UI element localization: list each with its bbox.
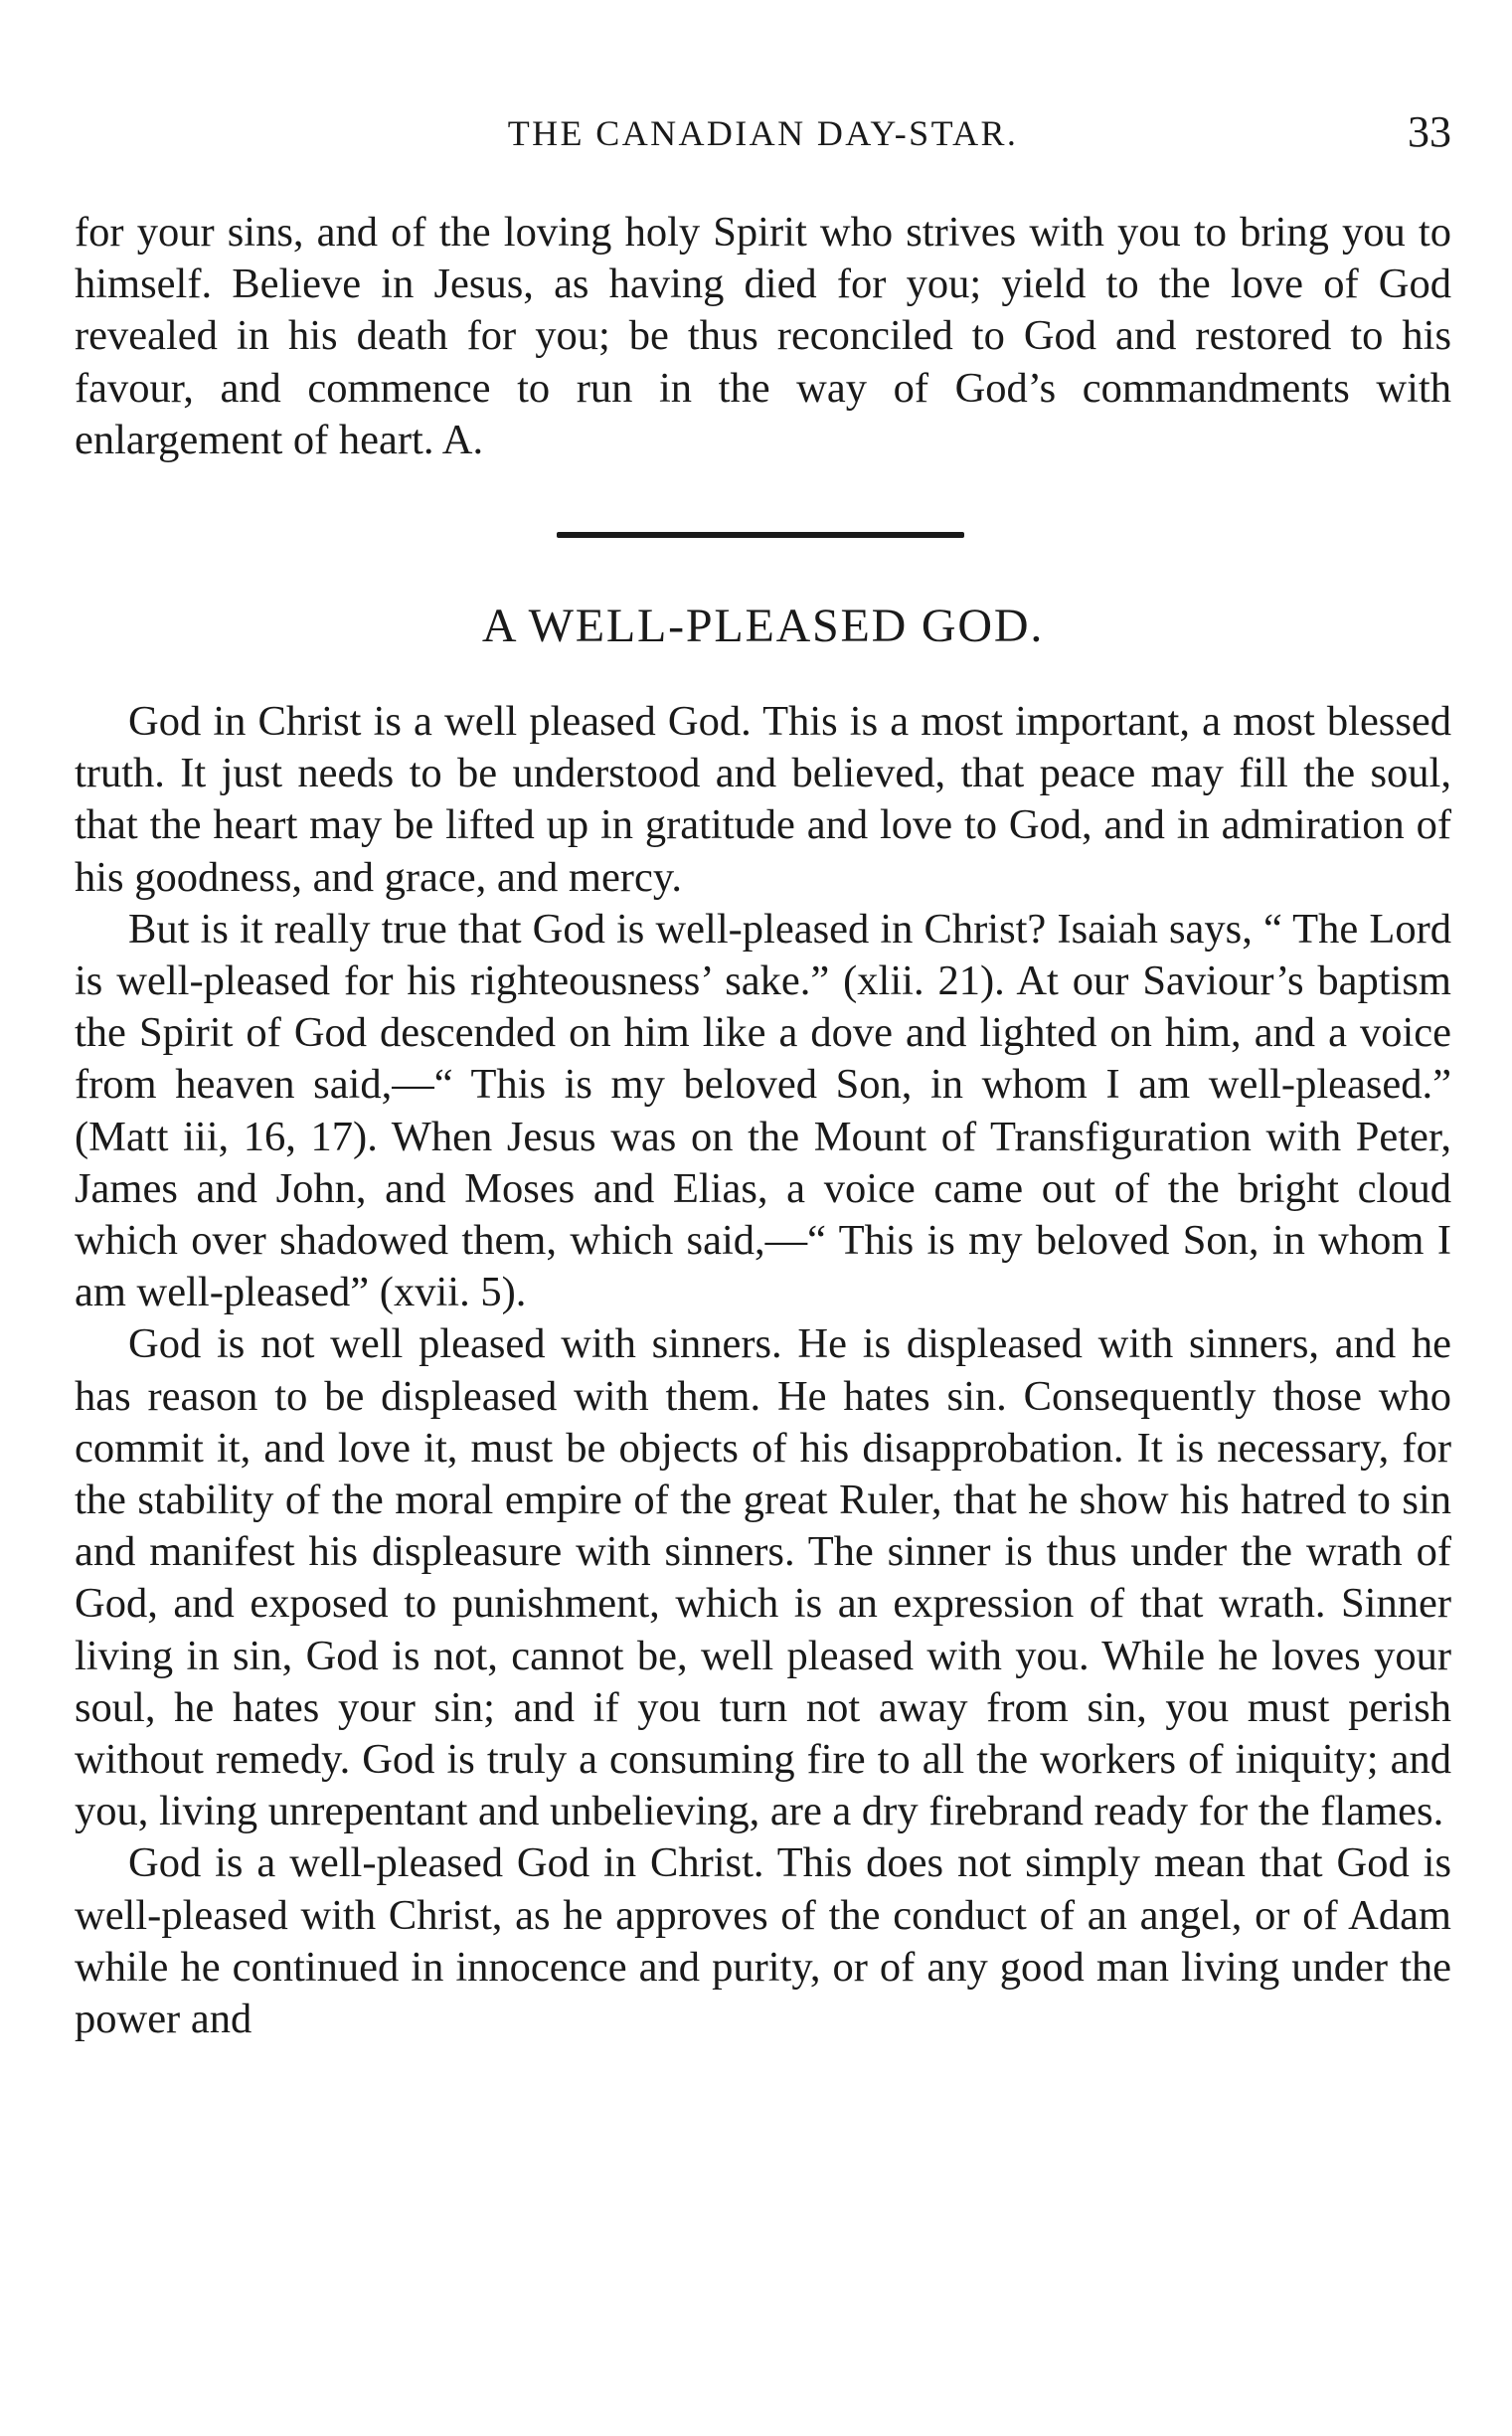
- running-title: THE CANADIAN DAY-STAR.: [507, 113, 1019, 153]
- article-body: [75, 696, 1451, 2045]
- page-number: 33: [1408, 107, 1451, 156]
- article-paragraph-4: God is a well-pleased God in Christ. This does not simply mean that God is well-pleased with Christ, as he approves of the conduct of an angel, or of Adam while he continued in innocence and purity, or of any good man living under the power and: [75, 1839, 1451, 2043]
- running-head: [75, 107, 1451, 171]
- section-divider-rule: [557, 532, 964, 538]
- continuation-paragraph: [75, 207, 1451, 466]
- continuation-text: for your sins, and of the loving holy Spirit who strives with you to bring you to himself. Believe in Jesus, as having died for you; yield to the love of God revealed in his death for you; be thus reconciled to God and restored to his favour, and commence to run in the way of God’s commandments with enlargement of heart. A.: [75, 209, 1451, 463]
- article-paragraph-2: But is it really true that God is well-pleased in Christ? Isaiah says, “ The Lord is well-pleased for his righteousness’ sake.” (xlii. 21). At our Saviour’s baptism the Spirit of God descended on him like a dove and lighted on him, and a voice from heaven said,—“ This is my beloved Son, in whom I am well-pleased.” (Matt iii, 16, 17). When Jesus was on the Mount of Transfiguration with Peter, James and John, and Moses and Elias, a voice came out of the bright cloud which over shadowed them, which said,—“ This is my beloved Son, in whom I am well-pleased” (xvii. 5).: [75, 905, 1451, 1316]
- article-paragraph-3: God is not well pleased with sinners. He is displeased with sinners, and he has reason to be displeased with them. He hates sin. Consequently those who commit it, and love it, must be objects of his disapprobation. It is necessary, for the stability of the moral empire of the great Ruler, that he show his hatred to sin and manifest his displeasure with sinners. The sinner is thus under the wrath of God, and exposed to punishment, which is an expression of that wrath. Sinner living in sin, God is not, cannot be, well pleased with you. While he loves your soul, he hates your sin; and if you turn not away from sin, you must perish without remedy. God is truly a consuming fire to all the workers of iniquity; and you, living unrepentant and unbelieving, are a dry firebrand ready for the flames.: [75, 1320, 1451, 1835]
- article-title: A WELL-PLEASED GOD.: [481, 600, 1045, 652]
- article-paragraph-1: God in Christ is a well pleased God. This is a most important, a most blessed truth. It just needs to be understood and believed, that peace may fill the soul, that the heart may be lifted up in gratitude and love to God, and in admiration of his goodness, and grace, and mercy.: [75, 698, 1451, 901]
